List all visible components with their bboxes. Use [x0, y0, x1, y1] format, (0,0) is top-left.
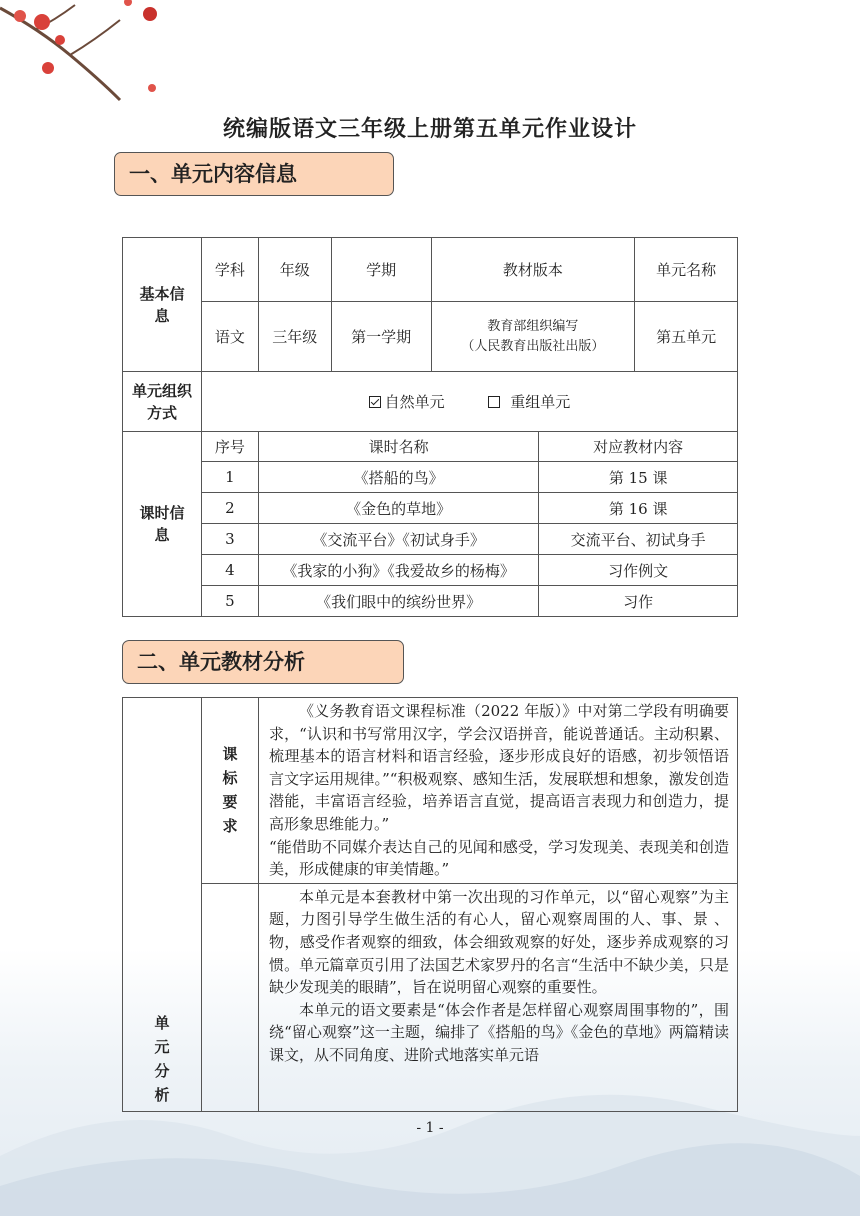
- org-label: 单元组织方式: [123, 372, 202, 432]
- section-header-analysis: 二、单元教材分析: [122, 640, 404, 684]
- analysis-sub-label: [202, 883, 259, 1111]
- lesson-name: 《我家的小狗》《我爱故乡的杨梅》: [258, 555, 538, 586]
- lesson-name: 《我们眼中的缤纷世界》: [258, 586, 538, 617]
- unit-analysis-label: 单元分析: [123, 698, 202, 1112]
- page-number: - 1 -: [416, 1120, 444, 1136]
- unit-analysis-table: [122, 697, 738, 1112]
- lesson-info-label: 课时信息: [123, 432, 202, 617]
- lesson-name: 《金色的草地》: [258, 493, 538, 524]
- lesson-no: 5: [201, 586, 258, 617]
- lesson-content: 习作: [539, 586, 738, 617]
- edition-value: [431, 302, 635, 372]
- col-edition-header: 教材版本: [431, 238, 635, 302]
- checked-checkbox-icon[interactable]: [369, 396, 381, 408]
- table-row: [123, 555, 738, 586]
- table-row: [123, 524, 738, 555]
- plum-blossom-decoration: [0, 0, 190, 110]
- lesson-no: 1: [201, 462, 258, 493]
- lesson-no: 4: [201, 555, 258, 586]
- edition-line2: （人民教育出版社出版）: [461, 338, 605, 354]
- lesson-no: 2: [201, 493, 258, 524]
- analysis-paragraph-1: 本单元是本套教材中第一次出现的习作单元，以“留心观察”为主题，力图引导学生做生活的有心人，留心观察周围的人、事、景 、物，感受作者观察的细致，体会细致观察的好处，逐步养成观察的习惯。单元篇章页引用了法国艺术家罗丹的名言“生活中不缺少美，只是缺少发现美的眼睛”，旨在说明留心观察的重要性。: [269, 887, 729, 997]
- grade-value: 三年级: [258, 302, 331, 372]
- unchecked-checkbox-icon[interactable]: [488, 396, 500, 408]
- table-row: [123, 462, 738, 493]
- table-row: [123, 586, 738, 617]
- lesson-no-header: 序号: [201, 432, 258, 462]
- unit-value: 第五单元: [635, 302, 738, 372]
- basic-info-label: 基本信息: [123, 238, 202, 372]
- col-subject-header: 学科: [201, 238, 258, 302]
- standard-label: 课标要求: [202, 698, 259, 884]
- lesson-content-header: 对应教材内容: [539, 432, 738, 462]
- table-row: [123, 493, 738, 524]
- edition-line1: 教育部组织编写: [487, 318, 579, 334]
- col-term-header: 学期: [331, 238, 431, 302]
- standard-paragraph-1: 《义务教育语文课程标准（2022 年版）》中对第二学段有明确要求，“认识和书写常用汉字，学会汉语拼音，能说普通话。主动积累、梳理基本的语言材料和语言经验，逐步形成良好的语感，初步领悟语言文字运用规律。”“积极观察、感知生活，发展联想和想象，激发创造潜能，丰富语言经验，培养语言直觉，提高语言表现力和创造力，提高形象思维能力。”: [269, 702, 729, 833]
- standard-text: [259, 698, 738, 884]
- term-value: 第一学期: [331, 302, 431, 372]
- lesson-name: 《搭船的鸟》: [258, 462, 538, 493]
- natural-unit-option[interactable]: 自然单元: [369, 391, 445, 412]
- analysis-text: [259, 883, 738, 1111]
- document-title: 统编版语文三年级上册第五单元作业设计: [222, 116, 637, 142]
- col-grade-header: 年级: [258, 238, 331, 302]
- subject-value: 语文: [201, 302, 258, 372]
- org-options: [201, 372, 737, 432]
- lesson-content: 第 15 课: [539, 462, 738, 493]
- lesson-content: 第 16 课: [539, 493, 738, 524]
- lesson-name-header: 课时名称: [258, 432, 538, 462]
- lesson-content: 习作例文: [539, 555, 738, 586]
- col-unit-header: 单元名称: [635, 238, 738, 302]
- lesson-no: 3: [201, 524, 258, 555]
- standard-paragraph-2: “能借助不同媒介表达自己的见闻和感受，学习发现美、表现美和创造美，形成健康的审美情趣。”: [269, 837, 729, 879]
- section-header-unit-info: 一、单元内容信息: [114, 152, 394, 196]
- analysis-paragraph-2: 本单元的语文要素是“体会作者是怎样留心观察周围事物的”，围绕“留心观察”这一主题，编排了《搭船的鸟》《金色的草地》两篇精读课文，从不同角度、进阶式地落实单元语: [269, 1000, 729, 1064]
- lesson-name: 《交流平台》《初试身手》: [258, 524, 538, 555]
- unit-info-table: [122, 237, 738, 617]
- lesson-content: 交流平台、初试身手: [539, 524, 738, 555]
- regroup-unit-option[interactable]: 重组单元: [488, 391, 570, 412]
